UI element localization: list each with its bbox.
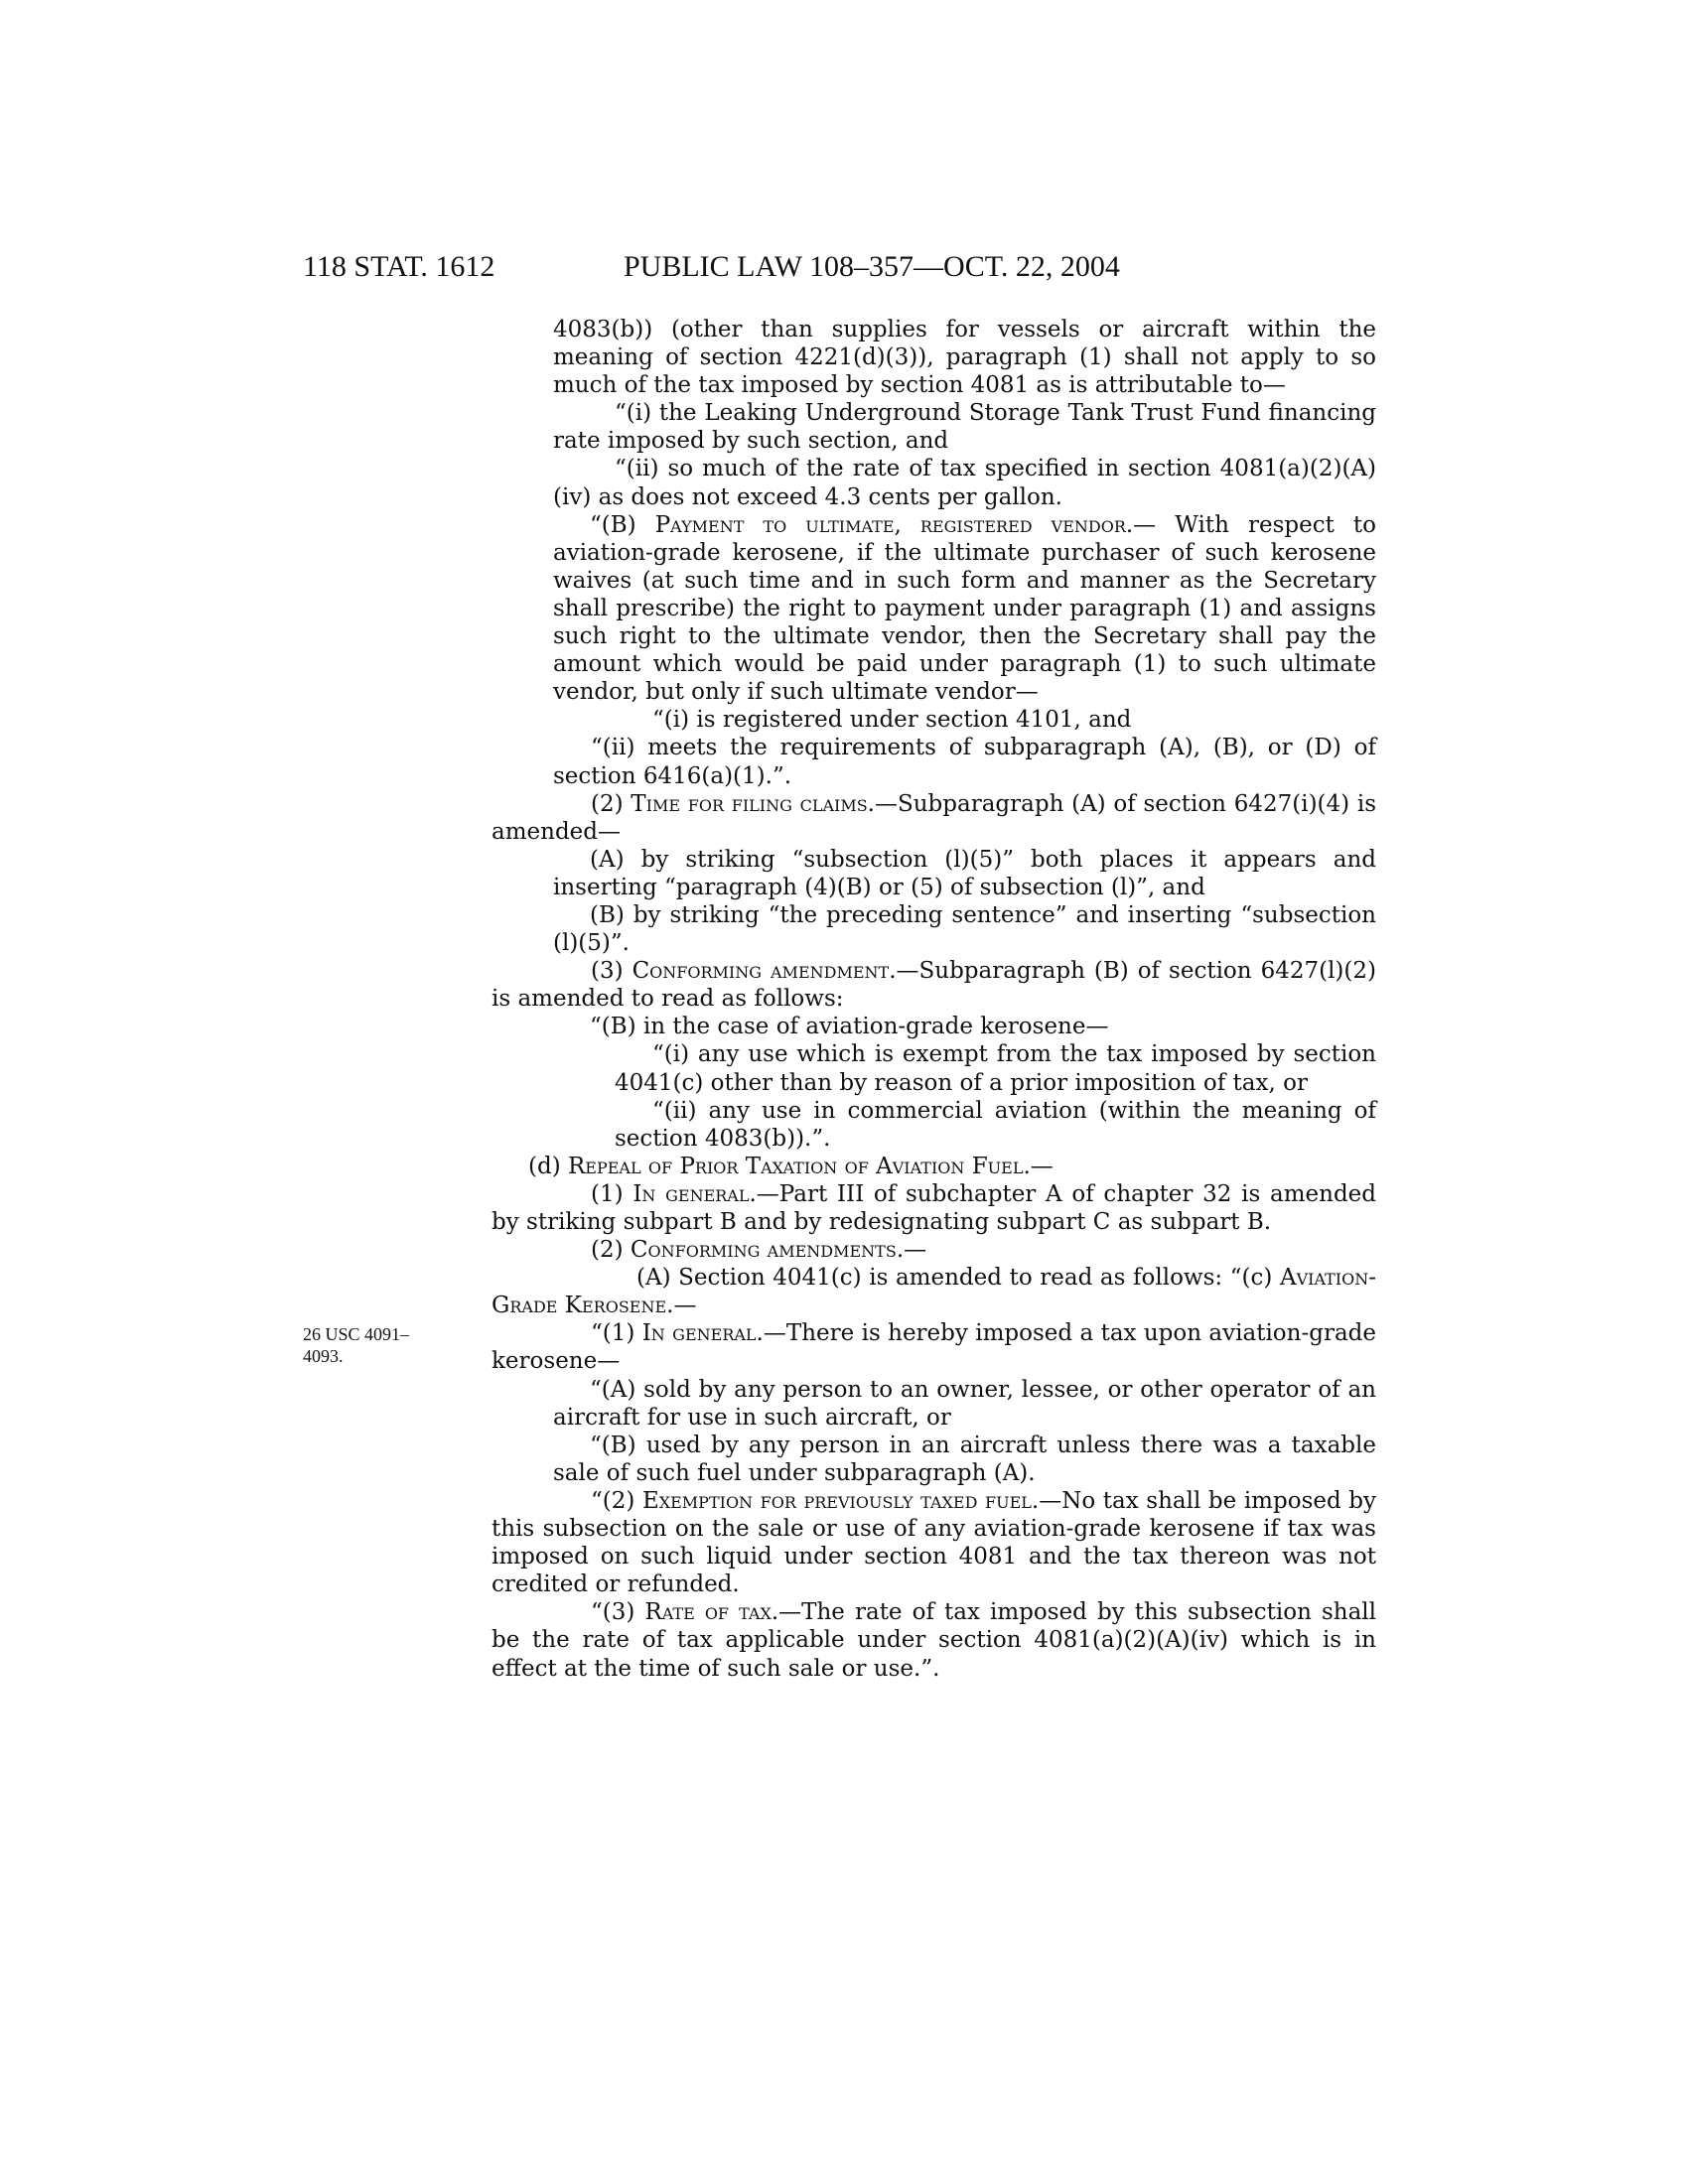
paragraph: “(i) is registered under section 4101, and bbox=[652, 707, 1132, 734]
paragraph bbox=[553, 1097, 1376, 1153]
paragraph bbox=[492, 1153, 1376, 1180]
paragraph-text: .—There is hereby imposed a tax upon aviation-grade kerosene— bbox=[492, 1320, 1377, 1375]
paragraph-heading: In general bbox=[633, 1180, 750, 1207]
paragraph-text: .—Subparagraph (A) of section 6427(i)(4) is amended— bbox=[492, 790, 1376, 845]
paragraph-heading: Conforming amendments bbox=[630, 1237, 897, 1264]
paragraph-text: .—Part III of subchapter A of chapter 32 is amended by striking subpart B and by redesignating subpart C as subpart B. bbox=[492, 1180, 1377, 1235]
paragraph bbox=[492, 1236, 1376, 1264]
paragraph-heading: Rate of tax bbox=[644, 1599, 772, 1626]
paragraph bbox=[553, 511, 1376, 707]
paragraph bbox=[492, 790, 1376, 846]
paragraph-text: .—No tax shall be imposed by this subsection on the sale or use of any aviation-grade kerosene if tax was imposed on such liquid under section 4081 and the tax thereon was not credited or refunded. bbox=[492, 1487, 1377, 1598]
margin-note bbox=[303, 1323, 521, 1367]
paragraph-text: “(ii) meets the requirements of subparagraph (A), (B), or (D) of section 6416(a)(1).”. bbox=[553, 735, 1376, 789]
paragraph-lead: (A) Section 4041(c) is amended to read as follows: “(c) bbox=[636, 1265, 1280, 1292]
paragraph bbox=[492, 1264, 1376, 1319]
paragraph-lead: “(1) bbox=[591, 1320, 642, 1347]
paragraph: 4083(b)) (other than supplies for vessels or aircraft within the meaning of section 4221(d)(3)), paragraph (1) shall not apply to so much of the tax imposed by section 4081 as is attributable to— bbox=[553, 317, 1376, 399]
document-body bbox=[492, 316, 1377, 1683]
paragraph-text: .— bbox=[896, 1237, 927, 1264]
paragraph-lead: “(2) bbox=[591, 1487, 642, 1514]
paragraph bbox=[492, 957, 1376, 1013]
paragraph-text: “(i) the Leaking Underground Storage Tank Trust Fund financing rate imposed by such section, and bbox=[553, 400, 1376, 455]
paragraph-text: .— bbox=[1023, 1153, 1054, 1179]
paragraph-lead: (2) bbox=[591, 790, 632, 817]
paragraph: “(A) sold by any person to an owner, lessee, or other operator of an aircraft for use in such aircraft, or bbox=[553, 1376, 1376, 1431]
paragraph-heading: Payment to ultimate, registered vendor bbox=[654, 511, 1126, 538]
paragraph: (A) by striking “subsection (l)(5)” both places it appears and inserting “paragraph (4)(B) or (5) of subsection (l)”, and bbox=[553, 846, 1376, 900]
paragraph-lead: (3) bbox=[591, 958, 633, 985]
paragraph: “(B) used by any person in an aircraft unless there was a taxable sale of such fuel under subparagraph (A). bbox=[553, 1432, 1376, 1486]
paragraph-lead: (d) bbox=[528, 1153, 568, 1179]
paragraph-lead: (1) bbox=[591, 1180, 633, 1207]
paragraph-text: .—Subparagraph (B) of section 6427(l)(2) is amended to read as follows: bbox=[492, 958, 1376, 1013]
paragraph-text: “(ii) any use in commercial aviation (within the meaning of section 4083(b)).”. bbox=[615, 1097, 1376, 1152]
paragraph bbox=[492, 1487, 1376, 1598]
margin-note-line: 4093. bbox=[303, 1346, 344, 1366]
paragraph-heading: Exemption for previously taxed fuel bbox=[641, 1487, 1032, 1514]
paragraph-text: “(i) any use which is exempt from the tax imposed by section 4041(c) other than by reason of a prior imposition of tax, or bbox=[615, 1041, 1376, 1096]
paragraph-text: .— With respect to aviation-grade kerosene, if the ultimate purchaser of such kerosene waives (at such time and in such form and manner as the Secretary shall prescribe) the right to payment under paragraph (1) and assigns such right to the ultimate vendor, then the Secretary shall pay the amount which would be paid under paragraph (1) to such ultimate vendor, but only if such ultimate vendor— bbox=[553, 511, 1376, 706]
paragraph bbox=[492, 1598, 1376, 1682]
paragraph-heading: Time for filing claims bbox=[631, 790, 868, 817]
paragraph-text: .—The rate of tax imposed by this subsection shall be the rate of tax applicable under section 4081(a)(2)(A)(iv) which is in effect at the time of such sale or use.”. bbox=[492, 1599, 1376, 1682]
paragraph-heading: Repeal of Prior Taxation of Aviation Fuel bbox=[567, 1153, 1024, 1179]
statute-citation: 118 STAT. 1612 bbox=[303, 250, 495, 283]
running-head: PUBLIC LAW 108–357—OCT. 22, 2004 bbox=[624, 250, 1120, 283]
paragraph-text: “(ii) so much of the rate of tax specified in section 4081(a)(2)(A)(iv) as does not exceed 4.3 cents per gallon. bbox=[553, 456, 1376, 510]
paragraph-text: .— bbox=[666, 1293, 697, 1319]
paragraph bbox=[553, 399, 1376, 455]
paragraph bbox=[492, 1319, 1376, 1375]
paragraph bbox=[553, 1040, 1376, 1096]
paragraph-heading: In general bbox=[641, 1320, 757, 1347]
paragraph: (B) by striking “the preceding sentence” and inserting “subsection (l)(5)”. bbox=[553, 901, 1376, 957]
paragraph bbox=[492, 1180, 1376, 1236]
paragraph: “(B) in the case of aviation-grade kerosene— bbox=[590, 1014, 1109, 1040]
paragraph-heading: Conforming amendment bbox=[632, 958, 890, 985]
paragraph bbox=[553, 734, 1376, 789]
paragraph-lead: “(3) bbox=[591, 1599, 645, 1626]
margin-note-line: 26 USC 4091– bbox=[303, 1324, 410, 1344]
paragraph bbox=[553, 455, 1376, 510]
paragraph-heading: Aviation-Grade Kerosene bbox=[492, 1265, 1376, 1319]
paragraph-lead: “(B) bbox=[590, 511, 655, 538]
page-header bbox=[0, 250, 1688, 290]
paragraph-lead: (2) bbox=[591, 1237, 631, 1264]
